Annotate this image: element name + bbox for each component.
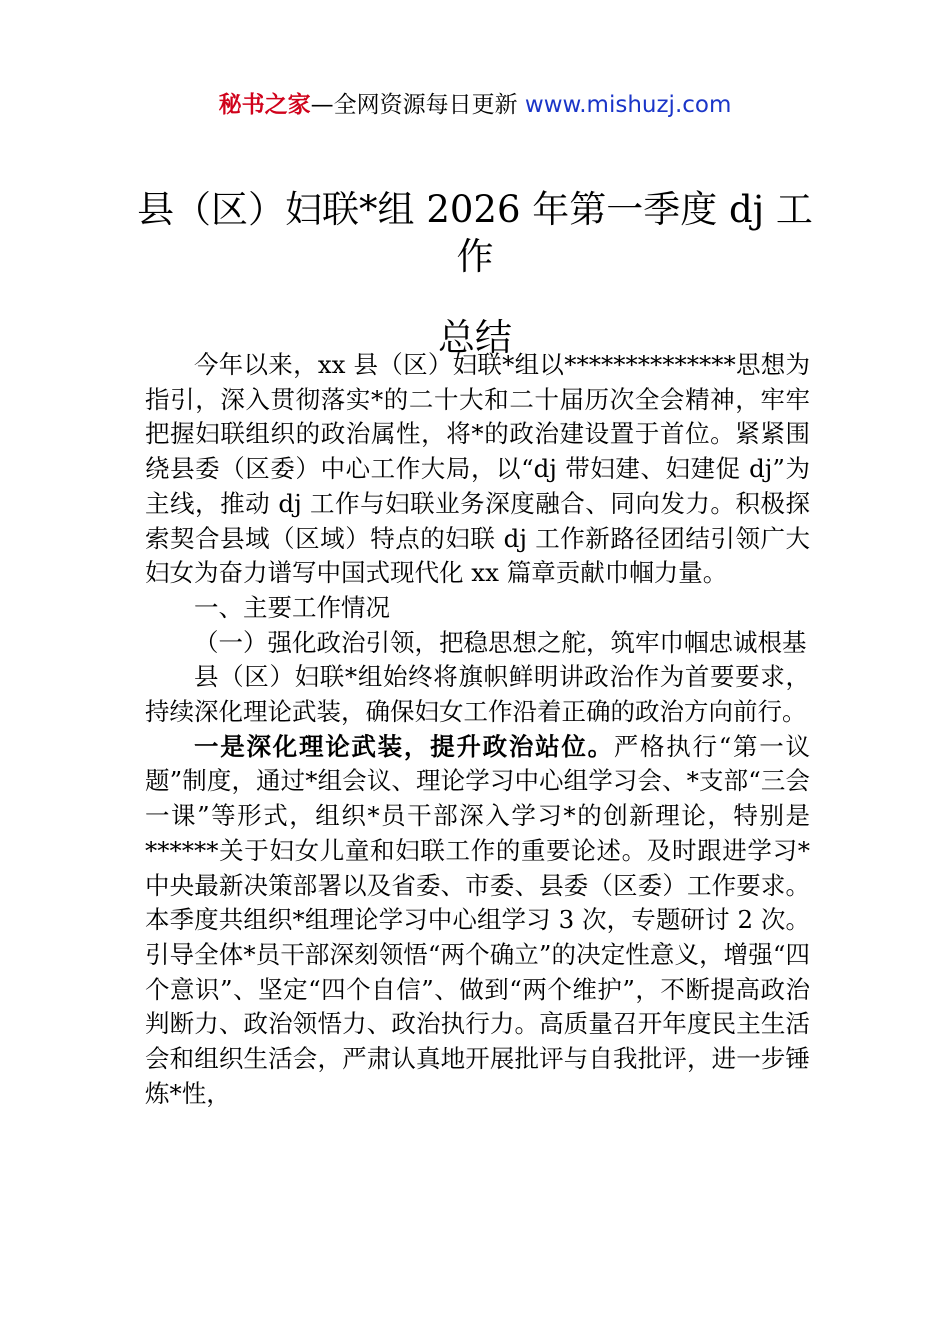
point-text: 严格执行“第一议题”制度，通过*组会议、理论学习中心组学习会、*支部“三会一课”等形式，组织*员干部深入学习*的创新理论，特别是******关于妇女儿童和妇联工作的重要论述。及时跟进学习*中央最新决策部署以及省委、市委、县委（区委）工作要求。本季度共组织*组理论学习中心组学习 3 次，专题研讨 2 次。引导全体*员干部深刻领悟“两个确立”的决定性意义，增强“四个意识”、坚定“四个自信”、做到“两个维护”，不断提高政治判断力、政治领悟力、政治执行力。高质量召开年度民主生活会和组织生活会，严肃认真地开展批评与自我批评，进一步锤炼*性，: [145, 731, 811, 1108]
section-heading: 一、主要工作情况: [194, 592, 390, 622]
subsection-intro-paragraph: 县（区）妇联*组始终将旗帜鲜明讲政治作为首要要求，持续深化理论武装，确保妇女工作沿着正确的政治方向前行。: [145, 662, 810, 727]
site-header: [0, 88, 950, 122]
site-name: 秘书之家: [218, 92, 311, 118]
document-body: [145, 348, 810, 1111]
site-slogan: —全网资源每日更新: [310, 92, 518, 118]
subsection-heading: （一）强化政治引领，把稳思想之舵，筑牢巾帼忠诚根基: [194, 627, 807, 657]
intro-paragraph: 今年以来，xx 县（区）妇联*组以**************思想为指引，深入贯彻落实*的二十大和二十届历次全会精神，牢牢把握妇联组织的政治属性，将*的政治建设置于首位。紧紧围绕县委（区委）中心工作大局，以“dj 带妇建、妇建促 dj”为主线，推动 dj 工作与妇联业务深度融合、同向发力。积极探索契合县域（区域）特点的妇联 dj 工作新路径团结引领广大妇女为奋力谱写中国式现代化 xx 篇章贡献巾帼力量。: [145, 350, 810, 588]
title-line-2: 总结: [438, 316, 512, 359]
title-line-1: 县（区）妇联*组 2026 年第一季度 dj 工作: [137, 188, 813, 278]
site-url-link[interactable]: www.mishuzj.com: [524, 92, 732, 118]
point-paragraph: [145, 730, 810, 1112]
document-title: [120, 186, 830, 361]
point-lead: 一是深化理论武装，提升政治站位。: [194, 731, 614, 761]
